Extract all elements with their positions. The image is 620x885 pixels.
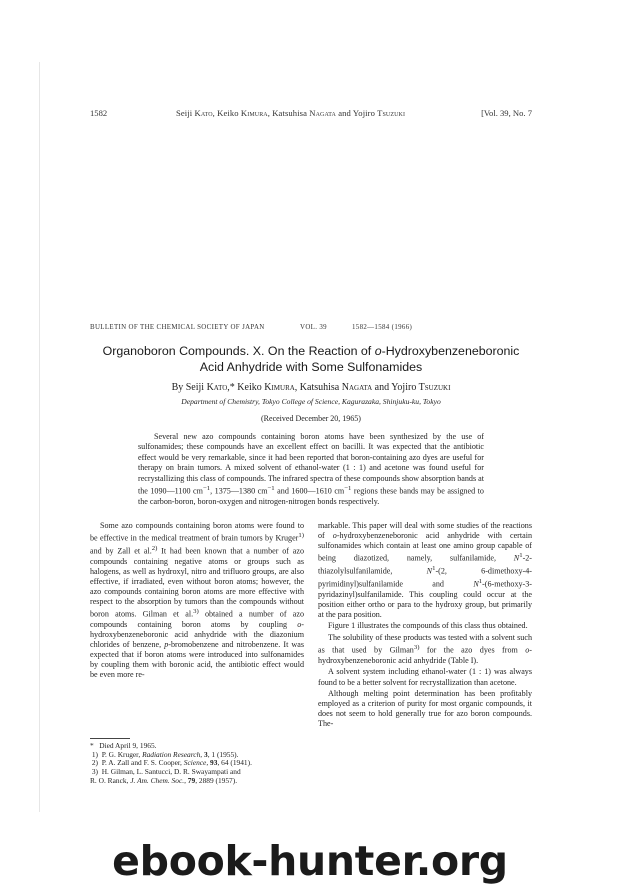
footnote: 1) P. G. Kruger, Radiation Research, 3, 1 (1955). <box>90 749 239 759</box>
article-title: Organoboron Compounds. X. On the Reaction of o-Hydroxybenzeneboronic Acid Anhydride with Some Sulfonamides <box>102 344 520 374</box>
journal-pages: 1582—1584 (1966) <box>352 324 413 331</box>
received-date: (Received December 20, 1965) <box>261 414 361 423</box>
running-head-volume: [Vol. 39, No. 7 <box>481 108 532 118</box>
journal-volume: VOL. 39 <box>300 324 327 331</box>
footnotes <box>90 742 304 786</box>
body-paragraph: A solvent system including ethanol-water (1 : 1) was always found to be a better solvent for recrystallization than acetone. <box>318 667 532 687</box>
footnote-rule <box>90 738 130 739</box>
body-paragraph: markable. This paper will deal with some studies of the reactions of o-hydroxybenzeneboronic acid anhydride with certain sulfonamides which contain at least one amino group capable of being diazotized, namely, sulfanilamide, $N^1-2$-thiazolylsulfanilamide, $N^1-(2$, 6-dimethoxy-4-pyrimidinyl)sulfanilamide and $N^1-(6-methoxy-3-pyridazinyl)sulfanilamide$. This coupling could occur at the position either ortho or para to the hydroxy group, but primarily at the para position. <box>318 521 533 619</box>
abstract-text: Several new azo compounds containing boron atoms have been synthesized by the use of sulfonamides; these compounds have an excellent effect on bacilli. It was expected that the antibiotic effect would be very remarkable, since it had been reported that boron-containing azo dyes are useful for therapy on brain tumors. A mixed solvent of ethanol-water (1 : 1) and acetone was found useful for recrystallizing this class of compounds. The infrared spectra of these compounds show absorption bands at the 1090—1100 $cm^{-1}$, 1375—1380 $cm^{-1}$ and 1600—1610 $cm^{-1}$ regions these bands may be assigned to the carbon-boron, boron-oxygen and nitrogen-nitrogen bonds respectively. <box>138 432 484 507</box>
footnote: * Died April 9, 1965. <box>90 741 157 750</box>
abstract <box>138 432 484 508</box>
scan-edge-line <box>39 62 40 812</box>
body-paragraph: Although melting point determination has been profitably employed as a criterion of purity for most organic compounds, it does not seem to hold generally true for azo boron compounds. The- <box>318 689 532 729</box>
footnote: 2) P. A. Zall and F. S. Cooper, Science, 93, 64 (1941). <box>90 758 252 768</box>
body-paragraph: Some azo compounds containing boron atoms were found to be effective in the medical treatment of brain tumors by Kruger$^{1)}$ and by Zall et al.$^{2)}$ It had been known that a number of azo compounds containing negative atoms or groups such as halogens, as well as hydroxyl, nitro and trifluoro groups, are also effective, if irradiated, even without boron atoms; however, the azo compounds containing boron atoms are more effective with respect to the absorption by tumors than the compounds without boron atoms. Gilman et al.$^{3)}$ obtained a number of azo compounds containing boron atoms by coupling o-hydroxybenzeneboronic acid anhydride with the diazonium chlorides of benzene, p-bromobenzene and nitrobenzene. It was expected that if boron atoms were introduced into sulfonamides by coupling them with boronic acid, the antibiotic effect would be even more re- <box>90 521 305 680</box>
footnote: 3) H. Gilman, L. Santucci, D. R. Swayampati and <box>90 767 241 777</box>
body-right-column <box>318 521 532 731</box>
running-head-authors: Seiji Kato, Keiko Kimura, Katsuhisa Nagata and Yojiro Tsuzuki <box>176 108 406 118</box>
author-byline: By Seiji Kato,* Keiko Kimura, Katsuhisa Nagata and Yojiro Tsuzuki <box>171 382 451 393</box>
page-number: 1582 <box>90 108 108 118</box>
affiliation: Department of Chemistry, Tokyo College of Science, Kagurazaka, Shinjuku-ku, Tokyo <box>181 397 441 406</box>
body-left-column <box>90 521 304 682</box>
footnote: R. O. Ranck, J. Am. Chem. Soc., 79, 2889 (1957). <box>90 775 238 785</box>
journal-name: BULLETIN OF THE CHEMICAL SOCIETY OF JAPAN <box>90 324 265 331</box>
body-paragraph: The solubility of these products was tested with a solvent such as that used by Gilman$^{3)}$ for the azo dyes from o-hydroxybenzeneboronic acid anhydride (Table I). <box>318 633 532 665</box>
watermark: ebook-hunter.org <box>112 837 508 885</box>
body-paragraph: Figure 1 illustrates the compounds of this class thus obtained. <box>328 621 528 631</box>
